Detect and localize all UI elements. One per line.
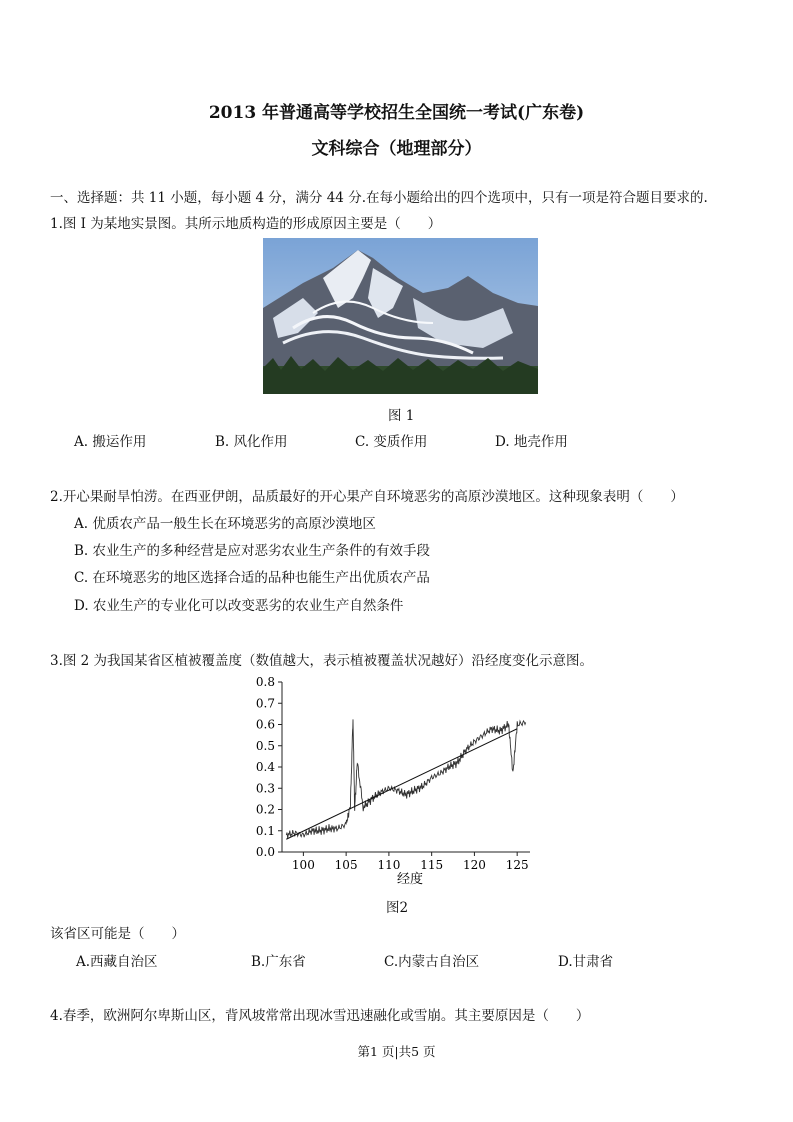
q1-option-b[interactable]: B. 风化作用	[215, 434, 288, 450]
x-tick-label: 100	[291, 858, 315, 872]
figure-2-caption: 图2	[386, 900, 409, 916]
y-tick-label: 0.6	[255, 717, 275, 732]
coverage-series-line	[286, 719, 525, 838]
y-tick-label: 0.3	[255, 781, 275, 796]
exam-subtitle: 文科综合（地理部分）	[311, 139, 482, 159]
vegetation-chart	[244, 672, 544, 890]
q2-option-c[interactable]: C. 在环境恶劣的地区选择合适的品种也能生产出优质农产品	[74, 570, 430, 586]
exam-title: 2013 年普通高等学校招生全国统一考试(广东卷)	[208, 103, 585, 123]
page-footer: 第1 页|共5 页	[357, 1044, 436, 1059]
x-axis-label: 经度	[396, 872, 424, 887]
q3-option-a[interactable]: A.西藏自治区	[76, 954, 158, 970]
y-tick-label: 0.5	[255, 738, 275, 753]
mountain-photo	[263, 238, 538, 394]
question-4-stem: 4.春季，欧洲阿尔卑斯山区，背风坡常常出现冰雪迅速融化或雪崩。其主要原因是（ ）	[50, 1008, 590, 1024]
q2-option-a[interactable]: A. 优质农产品一般生长在环境恶劣的高原沙漠地区	[74, 516, 376, 532]
x-axis	[282, 852, 530, 872]
question-1-stem: 1.图 I 为某地实景图。其所示地质构造的形成原因主要是（ ）	[50, 216, 442, 232]
chart-series	[286, 719, 525, 839]
y-tick-label: 0.2	[255, 802, 275, 817]
question-3-prompt: 该省区可能是（ ）	[50, 926, 185, 942]
figure-1-caption: 图 1	[388, 408, 415, 424]
question-3-stem: 3.图 2 为我国某省区植被覆盖度（数值越大，表示植被覆盖状况越好）沿经度变化示意图。	[50, 653, 594, 669]
q3-option-d[interactable]: D.甘肃省	[558, 954, 614, 970]
q2-option-d[interactable]: D. 农业生产的专业化可以改变恶劣的农业生产自然条件	[74, 598, 404, 614]
x-tick-label: 125	[505, 858, 529, 872]
q3-option-b[interactable]: B.广东省	[251, 954, 306, 970]
q1-option-c[interactable]: C. 变质作用	[355, 434, 428, 450]
y-tick-label: 0.1	[255, 823, 275, 838]
x-tick-label: 110	[377, 858, 401, 872]
x-tick-label: 120	[462, 858, 486, 872]
y-tick-label: 0.7	[255, 696, 275, 711]
x-tick-label: 105	[334, 858, 358, 872]
q3-option-c[interactable]: C.内蒙古自治区	[384, 954, 480, 970]
q1-option-d[interactable]: D. 地壳作用	[495, 434, 568, 450]
y-tick-label: 0.4	[255, 760, 275, 774]
q2-option-b[interactable]: B. 农业生产的多种经营是应对恶劣农业生产条件的有效手段	[74, 543, 431, 559]
section-intro: 一、选择题：共 11 小题，每小题 4 分，满分 44 分.在每小题给出的四个选项中，只有一项是符合题目要求的.	[50, 190, 708, 206]
y-tick-label: 0.8	[255, 675, 275, 689]
y-axis	[256, 675, 282, 859]
q1-option-a[interactable]: A. 搬运作用	[74, 434, 147, 450]
x-tick-label: 115	[420, 858, 444, 872]
trend-line	[286, 729, 517, 840]
y-tick-label: 0.0	[255, 845, 275, 859]
question-2-stem: 2.开心果耐旱怕涝。在西亚伊朗，品质最好的开心果产自环境恶劣的高原沙漠地区。这种现象表明（ ）	[50, 489, 684, 505]
